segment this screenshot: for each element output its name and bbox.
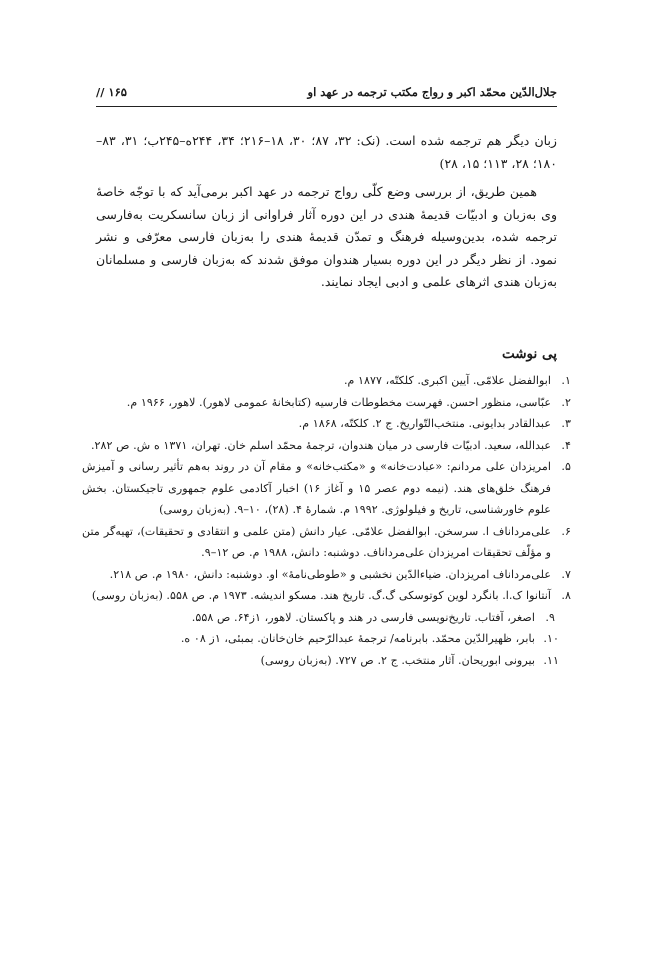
header-page-number: // ۱۶۵: [96, 85, 127, 99]
endnote-text: علی‌مرداناف امریزدان. ضیاءالدّین نخشبی و «طوطی‌نامهٔ» او. دوشنبه: دانش، ۱۹۸۰ م. ص ۲۱۸.: [109, 567, 551, 581]
endnote-number: ۸.: [561, 589, 571, 602]
endnote-text: علی‌مرداناف ا. سرسخن. ابوالفضل علامّی. عیار دانش (متن علمی و انتقادی و تحقیقات)، تهیه‌گر متن و مؤلّف تحقیقات امریزدان علی‌مرداناف. دوشنبه: دانش، ۱۹۸۸ م. ص ۱۲–۹.: [82, 524, 551, 559]
notes-heading: پی نوشت: [501, 346, 557, 362]
endnote-item: [82, 585, 571, 607]
endnote-item: [82, 392, 571, 414]
header-rule: [96, 106, 557, 107]
endnote-text: عبدالله، سعید. ادبیّات فارسی در میان هندوان، ترجمهٔ محمّد اسلم خان. تهران، ۱۳۷۱ ه ش. ص ۲۸۲.: [90, 438, 551, 452]
endnote-text: امریزدان علی مردانم: «عبادت‌خانه» و «مکتب‌خانه» و مقام آن در روند به‌هم تأثیر رسانی و آمیزش فرهنگ خلق‌های هند. (نیمه دوم عصر ۱۵ و آغاز ۱۶) اخبار آکادمی علوم جمهوری تاجیکستان. بخش علوم خاورشناسی، تاریخ و فیلولوژی. ۱۹۹۲ م. شمارهٔ ۴. (۲۸)، ۱۰–۹. (به‌زبان روسی): [82, 460, 552, 516]
paragraph-1: زبان دیگر هم ترجمه شده است. (نک: ۳۲، ۸۷؛ ۳۰، ۱۸–۲۱۶؛ ۳۴، ۲۴۴ه–۲۴۵ب؛ ۳۱، ۸۳–۱۸۰؛ ۲۸، ۱۱۳؛ ۱۵، ۲۸): [96, 133, 557, 171]
running-header: [96, 84, 557, 100]
endnote-number: ۱۰.: [543, 632, 559, 645]
endnote-number: ۱۱.: [543, 653, 559, 667]
paragraph-2: همین طریق، از بررسی وضع کلّی رواج ترجمه در عهد اکبر برمی‌آید که با توجّه خاصهٔ وی به‌زبان و ادبیّات قدیمهٔ هندی در این دوره آثار فراوانی از زبان سانسکریت به‌فارسی ترجمه شده، بدین‌وسیله فرهنگ و تمدّن قدیمهٔ هندی را به‌زبان فارسی معرّفی و نشر نمود. از نظر دیگر در این دوره بسیار هندوان موفق شدند که به‌زبان فارسی و مسلمانان به‌زبان هندی اثرهای علمی و ادبی ایجاد نمایند.: [96, 184, 557, 289]
header-title: جلال‌الدّین محمّد اکبر و رواج مکتب ترجمه در عهد او: [307, 85, 557, 99]
endnote-item: [82, 564, 571, 586]
endnote-item: [82, 413, 571, 435]
endnote-text: بابر، ظهیرالدّین محمّد. بابرنامه/ ترجمهٔ عبدالرّحیم خان‌خانان. بمبئی، ۱ز ۰۸ ه.: [180, 632, 535, 645]
endnote-number: ۴.: [561, 438, 571, 452]
endnote-item: [82, 650, 571, 672]
endnote-text: بیرونی ابوریحان. آثار منتخب. ج ۲. ص ۷۲۷. (به‌زبان روسی): [260, 653, 535, 667]
endnote-number: ۲.: [561, 395, 571, 409]
endnote-number: ۷.: [561, 567, 571, 581]
endnote-item: [82, 628, 571, 650]
endnote-text: آنتانوا ک.ا. بانگرد لوین کوتوسکی گ.گ. تاریخ هند. مسکو اندیشه. ۱۹۷۳ م. ص ۵۵۸. (به‌زبان روسی): [91, 589, 551, 602]
endnote-text: اصغر، آفتاب. تاریخ‌نویسی فارسی در هند و پاکستان. لاهور، ۱ز۶۴. ص ۵۵۸.: [191, 610, 535, 624]
endnote-item: [82, 456, 571, 521]
endnote-number: ۶.: [561, 524, 571, 538]
endnote-item: [82, 607, 571, 629]
endnote-item: [82, 521, 571, 564]
endnote-number: ۱.: [561, 374, 571, 387]
endnote-number: ۹.: [545, 610, 555, 624]
endnote-text: عبدالقادر بدایونی. منتخب‌التّواریخ. ج ۲. کلکتّه، ۱۸۶۸ م.: [298, 417, 551, 430]
endnote-text: ابوالفضل علامّی. آیین اکبری. کلکتّه، ۱۸۷۷ م.: [343, 374, 551, 387]
body-text: [96, 130, 557, 294]
endnotes-list: [82, 370, 571, 671]
endnote-item: [82, 435, 571, 457]
endnote-number: ۵.: [561, 460, 571, 473]
endnote-item: [82, 370, 571, 392]
endnote-number: ۳.: [561, 417, 571, 430]
endnote-text: عبّاسی، منظور احسن. فهرست مخطوطات فارسیه (کتابخانهٔ عمومی لاهور). لاهور، ۱۹۶۶ م.: [126, 395, 551, 409]
